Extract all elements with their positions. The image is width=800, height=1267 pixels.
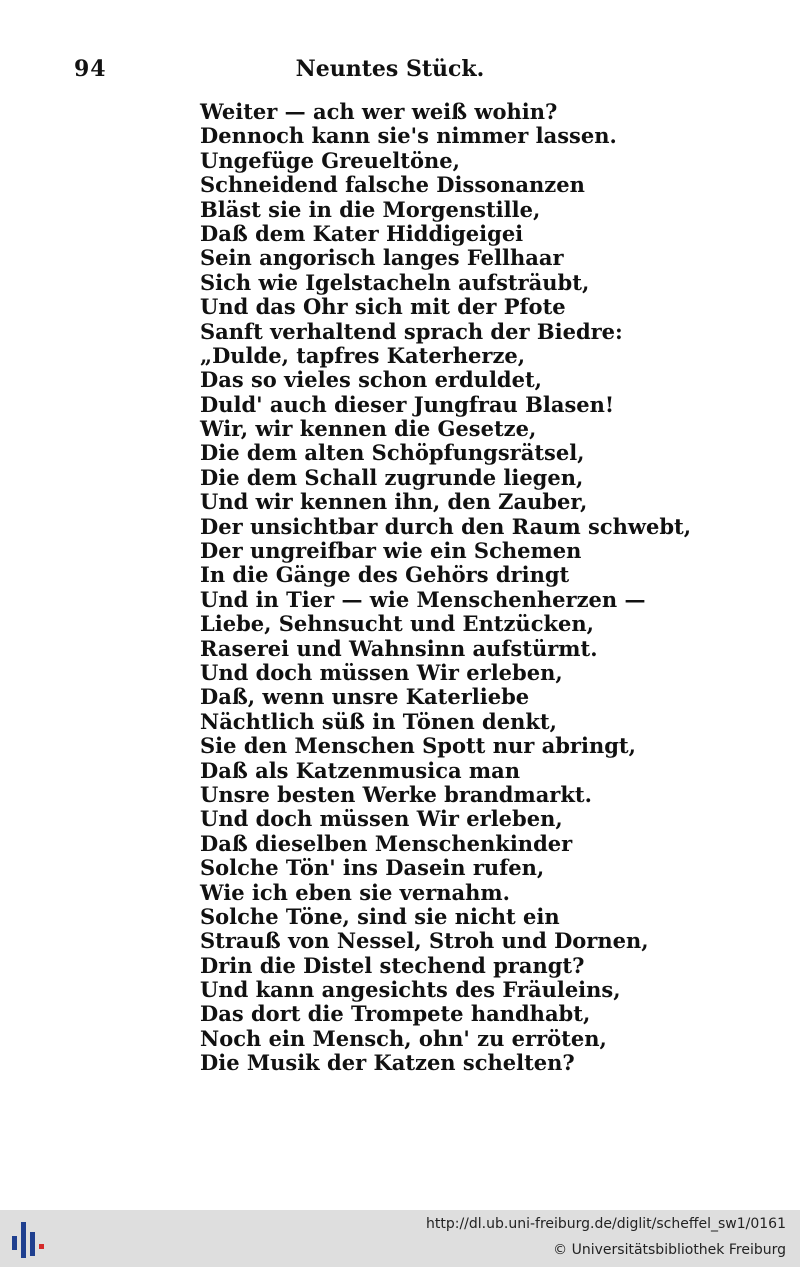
copyright-notice: © Universitätsbibliothek Freiburg — [553, 1242, 786, 1258]
poem-line: Duld' auch dieser Jungfrau Blasen! — [200, 391, 615, 417]
document-url[interactable]: http://dl.ub.uni-freiburg.de/diglit/scheffel_sw1/0161 — [426, 1216, 786, 1232]
poem-line: Und doch müssen Wir erleben, — [200, 659, 563, 685]
poem-line: Sich wie Igelstacheln aufsträubt, — [200, 269, 590, 295]
poem-line: Daß, wenn unsre Katerliebe — [200, 684, 530, 710]
poem-line: Und das Ohr sich mit der Pfote — [200, 294, 566, 320]
poem-line: Daß als Katzenmusica man — [200, 757, 521, 783]
poem-line: In die Gänge des Gehörs dringt — [200, 562, 570, 588]
poem-line: Und wir kennen ihn, den Zauber, — [200, 489, 588, 515]
poem-line: Die Musik der Katzen schelten? — [200, 1050, 575, 1076]
poem-line: Unsre besten Werke brandmarkt. — [200, 781, 592, 807]
poem-line: Wir, wir kennen die Gesetze, — [200, 416, 537, 442]
poem-line: Sie den Menschen Spott nur abringt, — [200, 733, 636, 759]
poem-line: Das so vieles schon erduldet, — [200, 367, 542, 393]
running-head: Neuntes Stück. — [295, 56, 485, 82]
poem-line: Die dem Schall zugrunde liegen, — [200, 464, 584, 490]
poem-body — [200, 99, 692, 1076]
poem-line: Solche Töne, sind sie nicht ein — [200, 903, 560, 929]
poem-line: Der ungreifbar wie ein Schemen — [200, 538, 582, 564]
page-number: 94 — [74, 56, 107, 82]
poem-line: Schneidend falsche Dissonanzen — [200, 172, 585, 198]
poem-line: Raserei und Wahnsinn aufstürmt. — [200, 635, 598, 661]
poem-line: Und in Tier — wie Menschenherzen — — [200, 586, 646, 612]
poem-line: Und kann angesichts des Fräuleins, — [200, 977, 621, 1003]
poem-line: Daß dem Kater Hiddigeigei — [200, 220, 524, 246]
poem-line: Die dem alten Schöpfungsrätsel, — [200, 440, 585, 466]
ub-freiburg-logo-icon[interactable] — [10, 1218, 50, 1262]
footer-bar — [0, 1210, 800, 1267]
poem-line: Wie ich eben sie vernahm. — [200, 879, 510, 905]
poem-line: Der unsichtbar durch den Raum schwebt, — [200, 513, 692, 539]
poem-line: Daß dieselben Menschenkinder — [200, 830, 573, 856]
poem-line: Strauß von Nessel, Stroh und Dornen, — [200, 928, 649, 954]
poem-line: Bläst sie in die Morgenstille, — [200, 196, 541, 222]
poem-line: Solche Tön' ins Dasein rufen, — [200, 855, 545, 881]
poem-line: Noch ein Mensch, ohn' zu erröten, — [200, 1025, 607, 1051]
poem-line: „Dulde, tapfres Katerherze, — [200, 342, 526, 368]
poem-line: Sanft verhaltend sprach der Biedre: — [200, 318, 623, 344]
poem-line: Und doch müssen Wir erleben, — [200, 806, 563, 832]
poem-line: Dennoch kann sie's nimmer lassen. — [200, 123, 617, 149]
poem-line: Sein angorisch langes Fellhaar — [200, 245, 564, 271]
poem-line: Liebe, Sehnsucht und Entzücken, — [200, 611, 594, 637]
poem-line: Ungefüge Greueltöne, — [200, 147, 460, 173]
poem-line: Das dort die Trompete handhabt, — [200, 1001, 591, 1027]
poem-line: Weiter — ach wer weiß wohin? — [200, 99, 558, 124]
poem-line: Nächtlich süß in Tönen denkt, — [200, 708, 557, 734]
poem-line: Drin die Distel stechend prangt? — [200, 952, 585, 978]
